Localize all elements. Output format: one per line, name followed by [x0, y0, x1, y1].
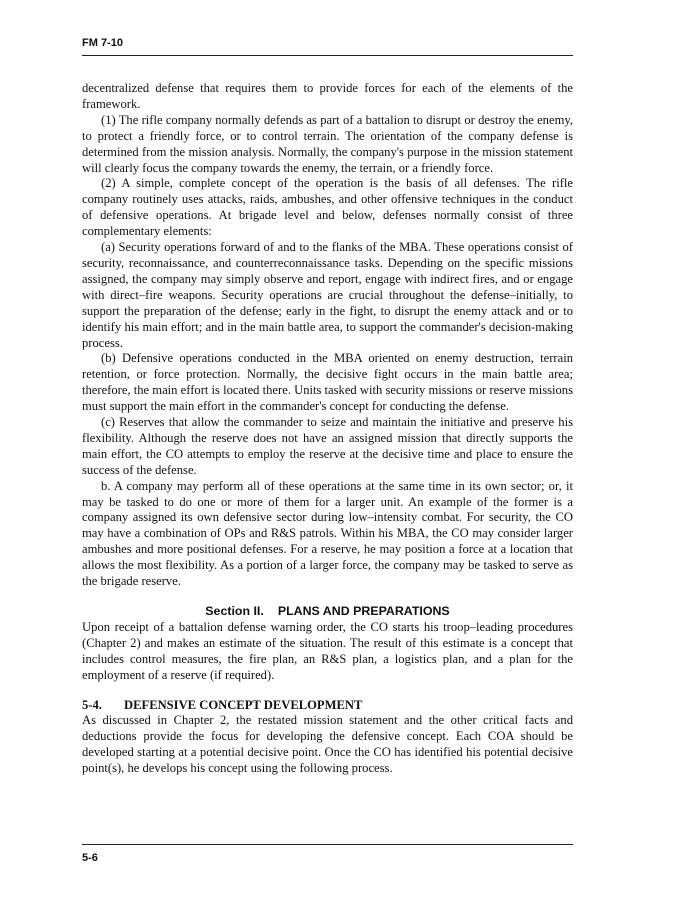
section-number: Section II.: [205, 604, 264, 618]
subsection-text: As discussed in Chapter 2, the restated mission statement and the other critical facts and deductions provide the focus for developing the defensive concept. Each COA should be developed starting at a potential decisive point. Once the CO has identified his potential decisive point(s), he develops his concept using the following process.: [82, 713, 573, 776]
body-paragraph: (b) Defensive operations conducted in the MBA oriented on enemy destruction, terrain retention, or force protection. Normally, the decisive fight occurs in the main battle area; therefore, the main effort is located there. Units tasked with security missions or reserve missions must support the main effort in the commander's concept for conducting the defense.: [82, 351, 573, 414]
page-body: [82, 81, 573, 777]
paragraph-heading: [82, 698, 573, 714]
body-paragraph: b. A company may perform all of these operations at the same time in its own sector; or, it may be tasked to do one or more of them for a larger unit. An example of the former is a company assigned its own defensive sector during low–intensity combat. For security, the CO may have a combination of OPs and R&S patrols. Within his MBA, the CO may consider larger ambushes and more positional defenses. For a reserve, he may position a force at a location that allows the most flexibility. As a portion of a larger force, the company may be tasked to serve as the brigade reserve.: [82, 478, 573, 589]
body-paragraph: (c) Reserves that allow the commander to seize and maintain the initiative and preserve his flexibility. Although the reserve does not have an assigned mission that directly supports the main effort, the CO attempts to employ the reserve at the decisive time and place to ensure the success of the defense.: [82, 415, 573, 477]
body-paragraph: (1) The rifle company normally defends as part of a battalion to disrupt or destroy the enemy, to protect a friendly force, or to control terrain. The orientation of the company defense is determined from the mission analysis. Normally, the company's purpose in the mission statement will clearly focus the company towards the enemy, the terrain, or a friendly force.: [82, 112, 573, 175]
header-rule: [82, 55, 573, 56]
paragraph-title: DEFENSIVE CONCEPT DEVELOPMENT: [124, 697, 363, 712]
section-intro: Upon receipt of a battalion defense warning order, the CO starts his troop–leading procedures (Chapter 2) and makes an estimate of the situation. The result of this estimate is a concept that includes control measures, the fire plan, an R&S plan, a logistics plan, and a plan for the employment of a reserve (if required).: [82, 619, 573, 682]
body-paragraph: (2) A simple, complete concept of the operation is the basis of all defenses. The rifle company routinely uses attacks, raids, ambushes, and other offensive techniques in the conduct of defensive operations. At brigade level and below, defenses normally consist of three complementary elements:: [82, 176, 573, 239]
body-paragraph: (a) Security operations forward of and to the flanks of the MBA. These operations consist of security, reconnaissance, and counterreconnaissance tasks. Depending on the specific missions assigned, the company may simply observe and report, engage with indirect fires, and or engage with direct–fire weapons. Security operations are crucial throughout the defense–initially, to support the preparation of the defense; early in the fight, to disrupt the enemy attack and or to identify his main effort; and in the main battle area, to support the commander's decision-making process.: [82, 240, 573, 350]
paragraph-number: 5-4.: [82, 697, 102, 712]
body-paragraph: decentralized defense that requires them to provide forces for each of the elements of the framework.: [82, 81, 573, 111]
page-footer: [82, 852, 98, 864]
page-header: [82, 37, 573, 49]
section-heading: [82, 604, 573, 620]
manual-id: FM 7-10: [82, 37, 123, 49]
footer-rule: [82, 844, 573, 845]
page-number: 5-6: [82, 852, 98, 864]
section-title: PLANS AND PREPARATIONS: [277, 604, 450, 618]
